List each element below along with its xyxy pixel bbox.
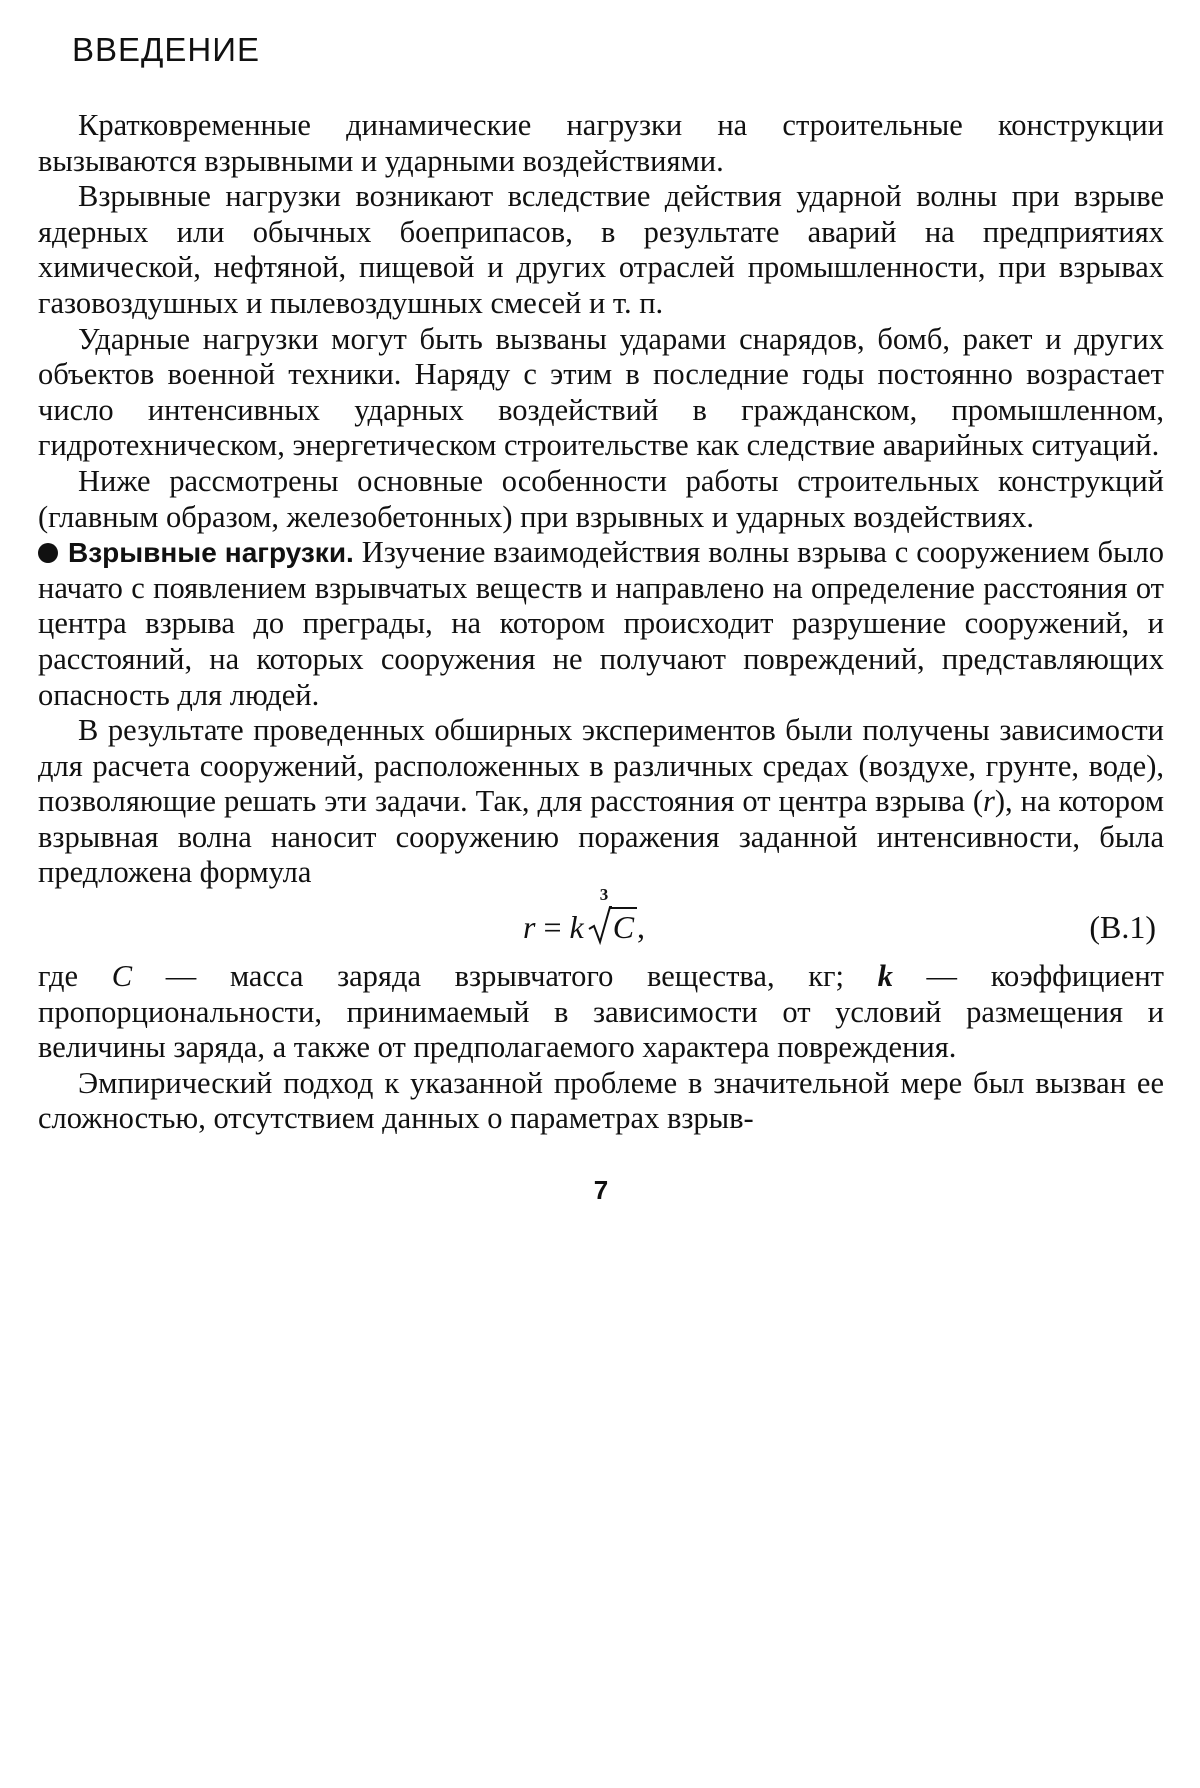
root-index: 3 (599, 885, 609, 905)
where-text-b: — масса заряда взрывчатого вещества, кг; (132, 959, 878, 994)
results-text-b: ), на котором взрывная волна наносит сооружению поражения заданной интенсивности, была предложена формула (38, 784, 1164, 890)
section-title: Взрывные нагрузки. (68, 537, 354, 569)
bullet-icon (38, 543, 58, 563)
where-var-c: C (111, 959, 133, 994)
where-text-a: где (38, 959, 112, 994)
results-text-a: В результате проведенных обширных экспериментов были получены зависимости для расчета сооружений, расположенных в различных средах (воздухе, грунте, воде), позволяющие решать эти задачи. Так, для расстояния от центра взрыва ( (38, 713, 1164, 819)
document-page (38, 30, 1164, 1206)
formula-lhs: r (523, 909, 536, 946)
root-radicand: C (610, 907, 637, 945)
section-paragraph (38, 535, 1164, 713)
where-text-c: — коэффициент пропорциональности, принимаемый в зависимости от условий размещения и величины заряда, а также от предполагаемого характера повреждения. (38, 959, 1164, 1065)
section-text: Изучение взаимодействия волны взрыва с сооружением было начато с появлением взрывчатых веществ и направлено на определение расстояния от центра взрыва до преграды, на котором происходит разрушение сооружений, и расстояний, на которых сооружения не получают повреждений, представляющих опасность для людей. (38, 535, 1164, 712)
formula-k: k (569, 909, 584, 946)
paragraph-overview: Ниже рассмотрены основные особенности работы строительных конструкций (главным образом, железобетонных) при взрывных и ударных воздействиях. (38, 463, 1164, 534)
paragraph-impact-loads: Ударные нагрузки могут быть вызваны ударами снарядов, бомб, ракет и других объектов военной техники. Наряду с этим в последние годы постоянно возрастает число интенсивных ударных воздействий в гражданском, промышленном, гидротехническом, энергетическом строительстве как следствие аварийных ситуаций. (38, 321, 1164, 463)
where-var-k: k (877, 959, 893, 994)
paragraph-where (38, 959, 1164, 1066)
paragraph-empirical: Эмпирический подход к указанной проблеме в значительной мере был вызван ее сложностью, отсутствием данных о параметрах взрыв- (38, 1065, 1164, 1136)
formula-equals: = (535, 909, 570, 946)
results-var-r: r (983, 784, 995, 819)
paragraph-explosive-loads: Взрывные нагрузки возникают вследствие действия ударной волны при взрыве ядерных или обычных боеприпасов, в результате аварий на предприятиях химической, нефтяной, пищевой и других отраслей промышленности, при взрывах газовоздушных и пылевоздушных смесей и т. п. (38, 179, 1164, 320)
cube-root (588, 885, 637, 946)
formula-block (38, 885, 1164, 959)
chapter-heading: ВВЕДЕНИЕ (72, 31, 260, 68)
paragraph-results (38, 713, 1164, 891)
equation-number: (В.1) (1089, 909, 1156, 946)
radical-sign-icon (588, 905, 612, 945)
page-number: 7 (593, 1175, 609, 1206)
formula-b1 (523, 885, 646, 946)
paragraph-intro: Кратковременные динамические нагрузки на строительные конструкции вызываются взрывными и ударными воздействиями. (38, 108, 1164, 178)
formula-comma: , (637, 909, 646, 946)
